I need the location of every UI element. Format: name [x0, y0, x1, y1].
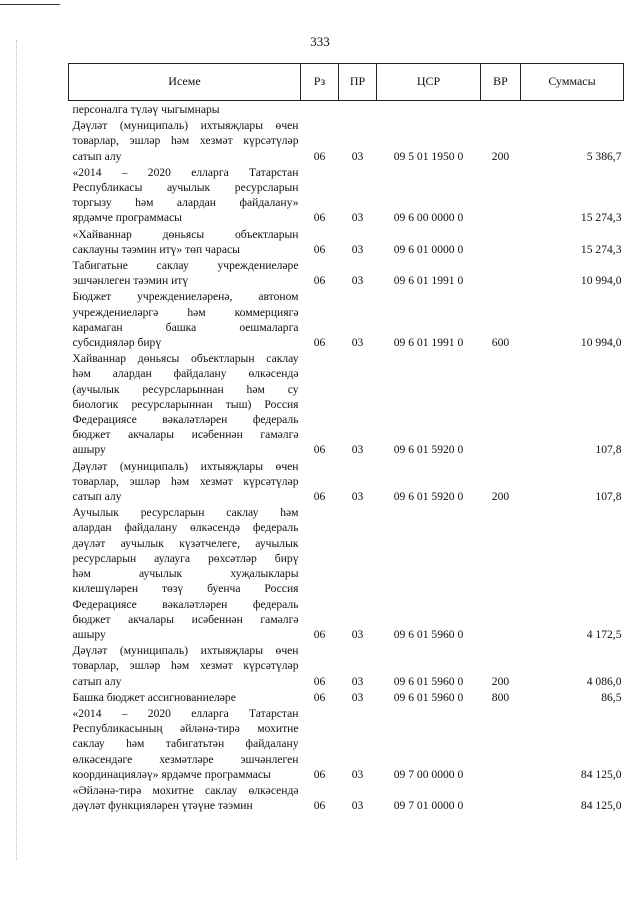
row-pr: 03: [351, 799, 364, 813]
row-name-line: дәүләт функцияләрен үтәүне тәэмин: [72, 799, 253, 813]
row-name-line: алардан файдалану өлкәсендә федераль: [72, 521, 299, 535]
row-csr: [377, 101, 481, 118]
row-name-line: «2014 – 2020 елларга Татарстан: [72, 165, 299, 179]
row-rz: 06: [313, 443, 326, 457]
row-name-line: товарлар, эшләр һәм хезмәт күрсәтүләр: [72, 474, 299, 488]
row-name-line: карамаган башка оешмаларга: [72, 320, 299, 334]
row-name-line: биологик ресурсларыннан тыш) Россия: [72, 397, 299, 411]
table-row: [69, 164, 624, 226]
row-rz: 06: [313, 242, 326, 256]
row-name: [69, 101, 301, 118]
row-name-line: «Хайваннар дөньясы объектларын: [72, 227, 299, 241]
row-vr: [481, 164, 521, 226]
row-rz: 06: [313, 690, 326, 704]
row-name-line: ресурсларын аулауга рөхсәтләр бирү: [72, 551, 299, 565]
row-name-line: торгызу һәм алардан файдалану»: [72, 196, 299, 210]
header-pr: ПР: [339, 64, 377, 101]
table-row: [69, 117, 624, 164]
row-vr: 200: [491, 149, 510, 163]
page-number: 333: [310, 34, 330, 49]
row-vr: [481, 782, 521, 813]
row-name-line: Дәүләт (муниципаль) ихтыяҗлары өчен: [72, 119, 299, 133]
row-name-line: бюджет акчалары исәбеннән гамәлгә: [72, 612, 299, 626]
table-row: [69, 226, 624, 257]
row-name: [69, 288, 301, 350]
row-name: [69, 257, 301, 288]
row-name-line: «2014 – 2020 елларга Татарстан: [72, 706, 299, 720]
row-vr: [481, 705, 521, 782]
table-row: [69, 257, 624, 288]
row-sum: [521, 101, 624, 118]
row-name-line: Республикасы аучылык ресурсларын: [72, 181, 299, 195]
row-pr: 03: [351, 767, 364, 781]
row-pr: 03: [351, 211, 364, 225]
row-sum: 4 172,5: [586, 627, 622, 641]
row-vr: 200: [491, 674, 510, 688]
row-name-line: Бюджет учреждениеләренә, автоном: [72, 290, 299, 304]
row-rz: 06: [313, 799, 326, 813]
row-rz: 06: [313, 336, 326, 350]
row-name: [69, 226, 301, 257]
row-name-line: Табигатьне саклау учреждениеләре: [72, 259, 299, 273]
table-body: [69, 101, 624, 814]
row-pr: 03: [351, 627, 364, 641]
row-rz: 06: [313, 490, 326, 504]
row-csr: 09 6 01 5960 0: [393, 674, 464, 688]
row-rz: 06: [313, 627, 326, 641]
table-row: [69, 705, 624, 782]
row-name: [69, 689, 301, 705]
table-row: [69, 689, 624, 705]
row-vr: [481, 257, 521, 288]
row-vr: 600: [491, 336, 510, 350]
row-vr: 200: [491, 490, 510, 504]
row-name-line: Федерациясе вәкаләтләрен федераль: [72, 413, 299, 427]
row-pr: 03: [351, 443, 364, 457]
row-csr: 09 7 01 0000 0: [393, 799, 464, 813]
row-vr: [481, 504, 521, 642]
row-name-line: саклауны тәэмин итү» төп чарасы: [72, 242, 240, 256]
row-name: [69, 705, 301, 782]
row-name-line: (аучылык ресурсларыннан һәм су: [72, 382, 299, 396]
row-sum: 107,8: [595, 490, 622, 504]
row-name-line: бюджет акчалары исәбеннән гамәлгә: [72, 428, 299, 442]
row-name-line: һәм алардан файдалану өлкәсендә: [72, 367, 299, 381]
row-name-line: сатып алу: [72, 149, 122, 163]
row-csr: 09 6 01 1991 0: [393, 274, 464, 288]
row-rz: 06: [313, 211, 326, 225]
top-rule: [0, 4, 60, 5]
row-name-line: Башка бюджет ассигнованиеләре: [72, 690, 236, 704]
row-name-line: өлкәсендәге хезмәтләре эшчәнлеген: [72, 752, 299, 766]
row-rz: 06: [313, 274, 326, 288]
row-name-line: товарлар, эшләр һәм хезмәт күрсәтүләр: [72, 659, 299, 673]
row-vr: [481, 350, 521, 457]
row-sum: 84 125,0: [580, 799, 622, 813]
row-csr: 09 7 00 0000 0: [393, 767, 464, 781]
row-csr: 09 6 01 0000 0: [393, 242, 464, 256]
row-name: [69, 504, 301, 642]
row-sum: 15 274,3: [580, 211, 622, 225]
row-name-line: учреждениеләргә һәм коммерциягә: [72, 305, 299, 319]
row-rz: [301, 101, 339, 118]
row-pr: 03: [351, 674, 364, 688]
row-pr: [339, 101, 377, 118]
row-name-line: ашыру: [72, 443, 106, 457]
row-name-line: сатып алу: [72, 674, 122, 688]
row-name-line: Федерациясе вәкаләтләрен федераль: [72, 597, 299, 611]
table-row: [69, 101, 624, 118]
row-name-line: Дәүләт (муниципаль) ихтыяҗлары өчен: [72, 644, 299, 658]
table-row: [69, 288, 624, 350]
row-name-line: персоналга түләү чыгымнары: [72, 103, 220, 116]
row-pr: 03: [351, 242, 364, 256]
table-row: [69, 642, 624, 689]
row-rz: 06: [313, 149, 326, 163]
header-csr: ЦСР: [377, 64, 481, 101]
row-vr: 800: [491, 690, 510, 704]
row-name-line: субсидияләр бирү: [72, 336, 162, 350]
row-pr: 03: [351, 490, 364, 504]
row-rz: 06: [313, 674, 326, 688]
row-name: [69, 164, 301, 226]
row-csr: 09 6 00 0000 0: [393, 211, 464, 225]
row-name-line: ашыру: [72, 627, 106, 641]
row-name-line: эшчәнлеген тәэмин итү: [72, 274, 189, 288]
row-sum: 5 386,7: [586, 149, 622, 163]
row-name-line: Республикасының әйләнә-тирә мохитне: [72, 722, 299, 736]
header-vr: ВР: [481, 64, 521, 101]
row-csr: 09 5 01 1950 0: [393, 149, 464, 163]
row-csr: 09 6 01 1991 0: [393, 336, 464, 350]
row-name: [69, 117, 301, 164]
header-rz: Рз: [301, 64, 339, 101]
row-vr: [481, 226, 521, 257]
row-sum: 84 125,0: [580, 767, 622, 781]
row-sum: 10 994,0: [580, 336, 622, 350]
row-csr: 09 6 01 5920 0: [393, 490, 464, 504]
row-name: [69, 782, 301, 813]
row-pr: 03: [351, 690, 364, 704]
row-sum: 4 086,0: [586, 674, 622, 688]
row-sum: 86,5: [601, 690, 622, 704]
row-name: [69, 350, 301, 457]
budget-table: [68, 63, 624, 813]
table-header-row: [69, 64, 624, 101]
row-name-line: Хайваннар дөньясы объектларын саклау: [72, 352, 299, 366]
row-name: [69, 642, 301, 689]
row-name-line: ярдәмче программасы: [72, 211, 182, 225]
row-name-line: дәүләт аучылык күзәтчелеге, аучылык: [72, 536, 299, 550]
row-sum: 15 274,3: [580, 242, 622, 256]
row-name-line: координацияләү» ярдәмче программасы: [72, 767, 271, 781]
row-sum: 107,8: [595, 443, 622, 457]
row-name-line: сатып алу: [72, 490, 122, 504]
row-name-line: килешүләрен төзү буенча Россия: [72, 582, 299, 596]
row-name-line: товарлар, эшләр һәм хезмәт күрсәтүләр: [72, 134, 299, 148]
row-pr: 03: [351, 336, 364, 350]
row-name-line: саклау һәм табигатьтән файдалану: [72, 737, 299, 751]
row-rz: 06: [313, 767, 326, 781]
row-sum: 10 994,0: [580, 274, 622, 288]
row-pr: 03: [351, 149, 364, 163]
table-row: [69, 458, 624, 505]
header-name: Исеме: [69, 64, 301, 101]
row-csr: 09 6 01 5960 0: [393, 627, 464, 641]
header-sum: Суммасы: [521, 64, 624, 101]
row-name-line: һәм аучылык хуҗалыклары: [72, 567, 299, 581]
row-name-line: Дәүләт (муниципаль) ихтыяҗлары өчен: [72, 459, 299, 473]
row-name-line: «Әйләнә-тирә мохитне саклау өлкәсендә: [72, 783, 299, 797]
row-csr: 09 6 01 5960 0: [393, 690, 464, 704]
row-pr: 03: [351, 274, 364, 288]
row-name: [69, 458, 301, 505]
table-row: [69, 782, 624, 813]
row-csr: 09 6 01 5920 0: [393, 443, 464, 457]
table-row: [69, 350, 624, 457]
scan-margin-dots: [16, 40, 19, 860]
table-row: [69, 504, 624, 642]
row-vr: [481, 101, 521, 118]
row-name-line: Аучылык ресурсларын саклау һәм: [72, 506, 299, 520]
